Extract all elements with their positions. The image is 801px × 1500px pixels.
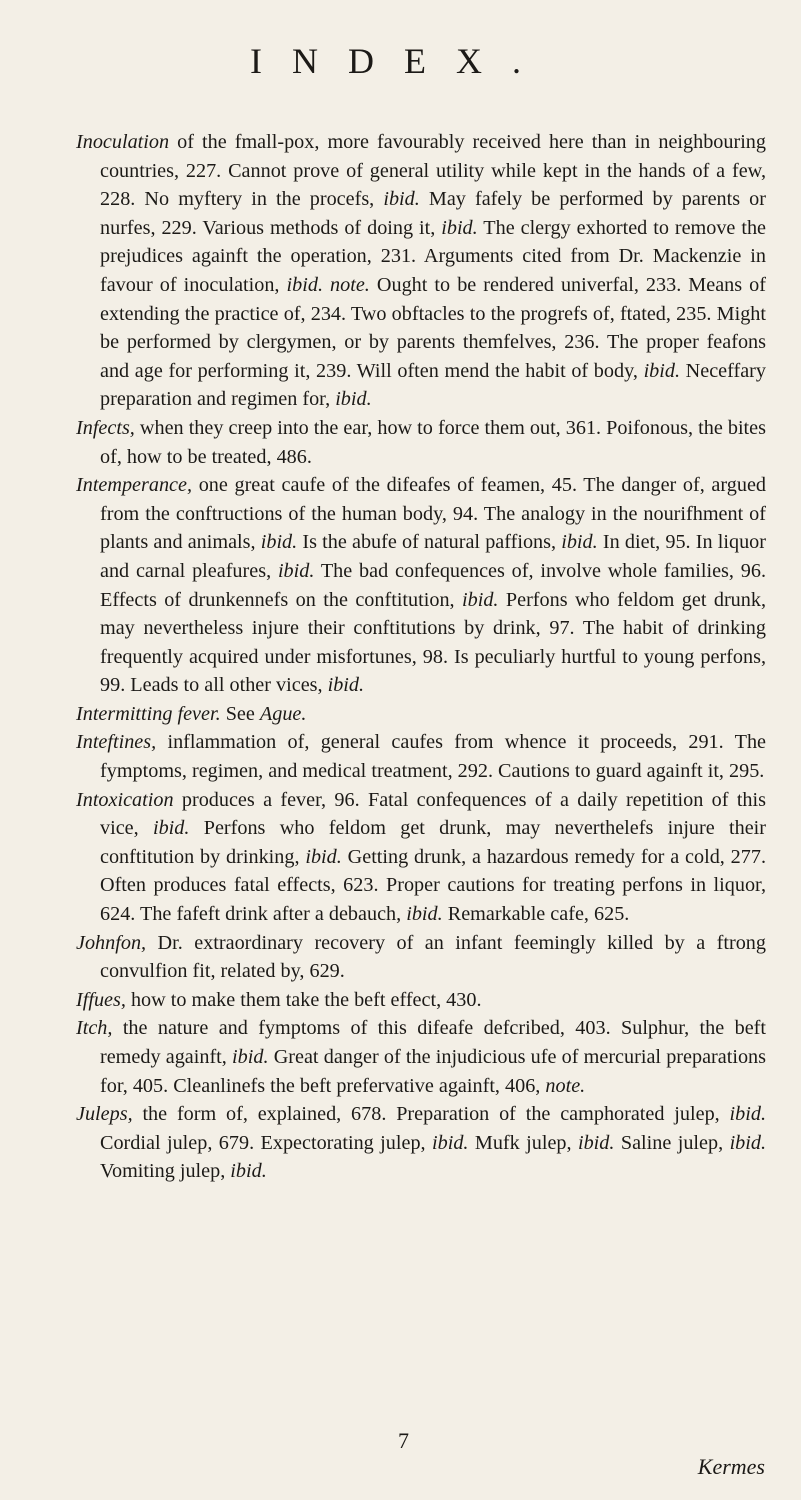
entry-reference-italic: ibid. bbox=[277, 559, 315, 582]
entry-term: Intemperance, bbox=[76, 474, 193, 497]
entry-reference-italic: ibid. bbox=[406, 903, 443, 926]
entry-reference-italic: Ague. bbox=[259, 702, 307, 725]
index-entry bbox=[76, 728, 766, 785]
entry-reference-italic: ibid. bbox=[230, 1160, 267, 1183]
index-entry bbox=[76, 1014, 766, 1100]
index-entry bbox=[76, 786, 766, 929]
catchword: Kermes bbox=[697, 1454, 765, 1479]
entry-reference-italic: ibid. bbox=[383, 188, 420, 211]
entry-text: inflammation of, general caufes from whence it proceeds, 291. The fymptoms, regimen, and medical treatment, 292. Cautions to guard againft it, 295. bbox=[100, 731, 766, 783]
entry-text: the nature and fymptoms of this difeafe defcribed, 403. Sulphur, the beft remedy againft, bbox=[100, 1017, 766, 1068]
index-entry bbox=[76, 471, 766, 700]
entry-reference-italic: ibid. bbox=[729, 1103, 766, 1126]
entry-text: May fafely be performed by parents or nurfes, 229. Various methods of doing it, bbox=[100, 188, 767, 239]
entry-reference-italic: ibid. bbox=[152, 817, 190, 840]
index-entry bbox=[76, 414, 766, 471]
signature-mark: 7 bbox=[398, 1428, 409, 1453]
entry-term: Johnfon, bbox=[76, 931, 147, 954]
entry-reference-italic: ibid. bbox=[643, 359, 681, 382]
entry-text: Neceffary preparation and regimen for, bbox=[100, 359, 766, 411]
index-entry bbox=[76, 1100, 766, 1186]
entry-term: Juleps, bbox=[76, 1103, 133, 1126]
entry-term: Itch, bbox=[76, 1017, 113, 1040]
entry-reference-italic: note. bbox=[545, 1074, 586, 1097]
entry-term: Intermitting fever. bbox=[76, 702, 221, 725]
index-entry bbox=[76, 700, 766, 729]
entry-reference-italic: ibid. bbox=[561, 531, 598, 554]
entry-reference-italic: ibid. bbox=[232, 1046, 269, 1068]
entry-text: how to make them take the beft effect, 430. bbox=[125, 988, 482, 1011]
index-entry bbox=[76, 986, 766, 1015]
entry-term: Intoxication bbox=[76, 788, 174, 811]
index-entries bbox=[76, 128, 766, 1186]
entry-text: Perfons who feldom get drunk, may neverthelefs injure their conftitution by drinking, bbox=[100, 817, 766, 868]
entry-text: Getting drunk, a hazardous remedy for a cold, 277. Often produces fatal effects, 623. Proper cautions for treating perfons in liquor, 624. The fafeft drink after a debauch, bbox=[100, 845, 767, 926]
entry-term: Iffues, bbox=[76, 988, 126, 1011]
entry-text: the form of, explained, 678. Preparation of the camphorated julep, bbox=[132, 1103, 730, 1126]
entry-reference-italic: ibid. bbox=[729, 1131, 767, 1154]
entry-text: Vomiting julep, bbox=[100, 1160, 231, 1183]
entry-reference-italic: ibid. bbox=[441, 216, 478, 239]
entry-reference-italic: ibid. note. bbox=[286, 273, 370, 296]
entry-text: Ought to be rendered univerfal, 233. Means of extending the practice of, 234. Two obftacles to the progrefs of, ftated, 235. Might be performed by clergymen, or by parents themfelves, 236. The proper feafons and age for performing it, 239. Will often mend the habit of body, bbox=[100, 273, 766, 382]
entry-reference-italic: ibid. bbox=[305, 845, 342, 868]
entry-text: Mufk julep, bbox=[468, 1131, 578, 1154]
index-entry bbox=[76, 128, 766, 414]
entry-reference-italic: ibid. bbox=[432, 1131, 469, 1154]
entry-text: The clergy exhorted to remove the prejudices againft the operation, 231. Arguments cited from Dr. Mackenzie in favour of inoculation, bbox=[100, 216, 767, 296]
entry-term: Infects, bbox=[76, 416, 135, 439]
entry-text: when they creep into the ear, how to force them out, 361. Poifonous, the bites of, how to be treated, 486. bbox=[100, 416, 766, 468]
entry-term: Inoculation bbox=[76, 131, 170, 153]
entry-reference-italic: ibid. bbox=[327, 674, 365, 697]
entry-text: In diet, 95. In liquor and carnal pleafures, bbox=[100, 531, 766, 582]
entry-text: of the fmall-pox, more favourably received here than in neighbouring countries, 227. Cannot prove of general utility while kept in the hands of a few, 228. No myftery in the procefs, bbox=[100, 131, 766, 211]
entry-text: Is the abufe of natural paffions, bbox=[297, 531, 562, 554]
entry-text: Great danger of the injudicious ufe of mercurial preparations for, 405. Cleanlinefs the beft prefervative againft, 406, bbox=[100, 1046, 766, 1097]
entry-term: Inteftines, bbox=[76, 731, 157, 754]
entry-text: See bbox=[220, 702, 260, 725]
entry-reference-italic: ibid. bbox=[462, 588, 499, 611]
entry-reference-italic: ibid. bbox=[335, 388, 372, 411]
entry-text: Dr. extraordinary recovery of an infant feemingly killed by a ftrong convulfion fit, related by, 629. bbox=[100, 931, 766, 983]
index-entry bbox=[76, 929, 766, 986]
page-header: INDEX. bbox=[250, 41, 551, 81]
entry-text: one great caufe of the difeafes of feamen, 45. The danger of, argued from the conftructions of the human body, 94. The analogy in the nourifhment of plants and animals, bbox=[100, 474, 766, 554]
entry-text: Saline julep, bbox=[614, 1131, 730, 1154]
entry-text: The bad confequences of, involve whole families, 96. Effects of drunkennefs on the conftitution, bbox=[100, 559, 767, 611]
entry-text: Cordial julep, 679. Expectorating julep, bbox=[100, 1131, 433, 1154]
entry-reference-italic: ibid. bbox=[260, 531, 298, 554]
entry-text: Remarkable cafe, 625. bbox=[442, 903, 630, 926]
entry-text: Perfons who feldom get drunk, may nevertheless injure their conftitutions by drink, 97. The habit of drinking frequently acquired under misfortunes, 98. Is peculiarly hurtful to young perfons, 99. Leads to all other vices, bbox=[100, 588, 766, 697]
entry-text: produces a fever, 96. Fatal confequences of a daily repetition of this vice, bbox=[100, 788, 766, 840]
entry-reference-italic: ibid. bbox=[577, 1131, 615, 1154]
